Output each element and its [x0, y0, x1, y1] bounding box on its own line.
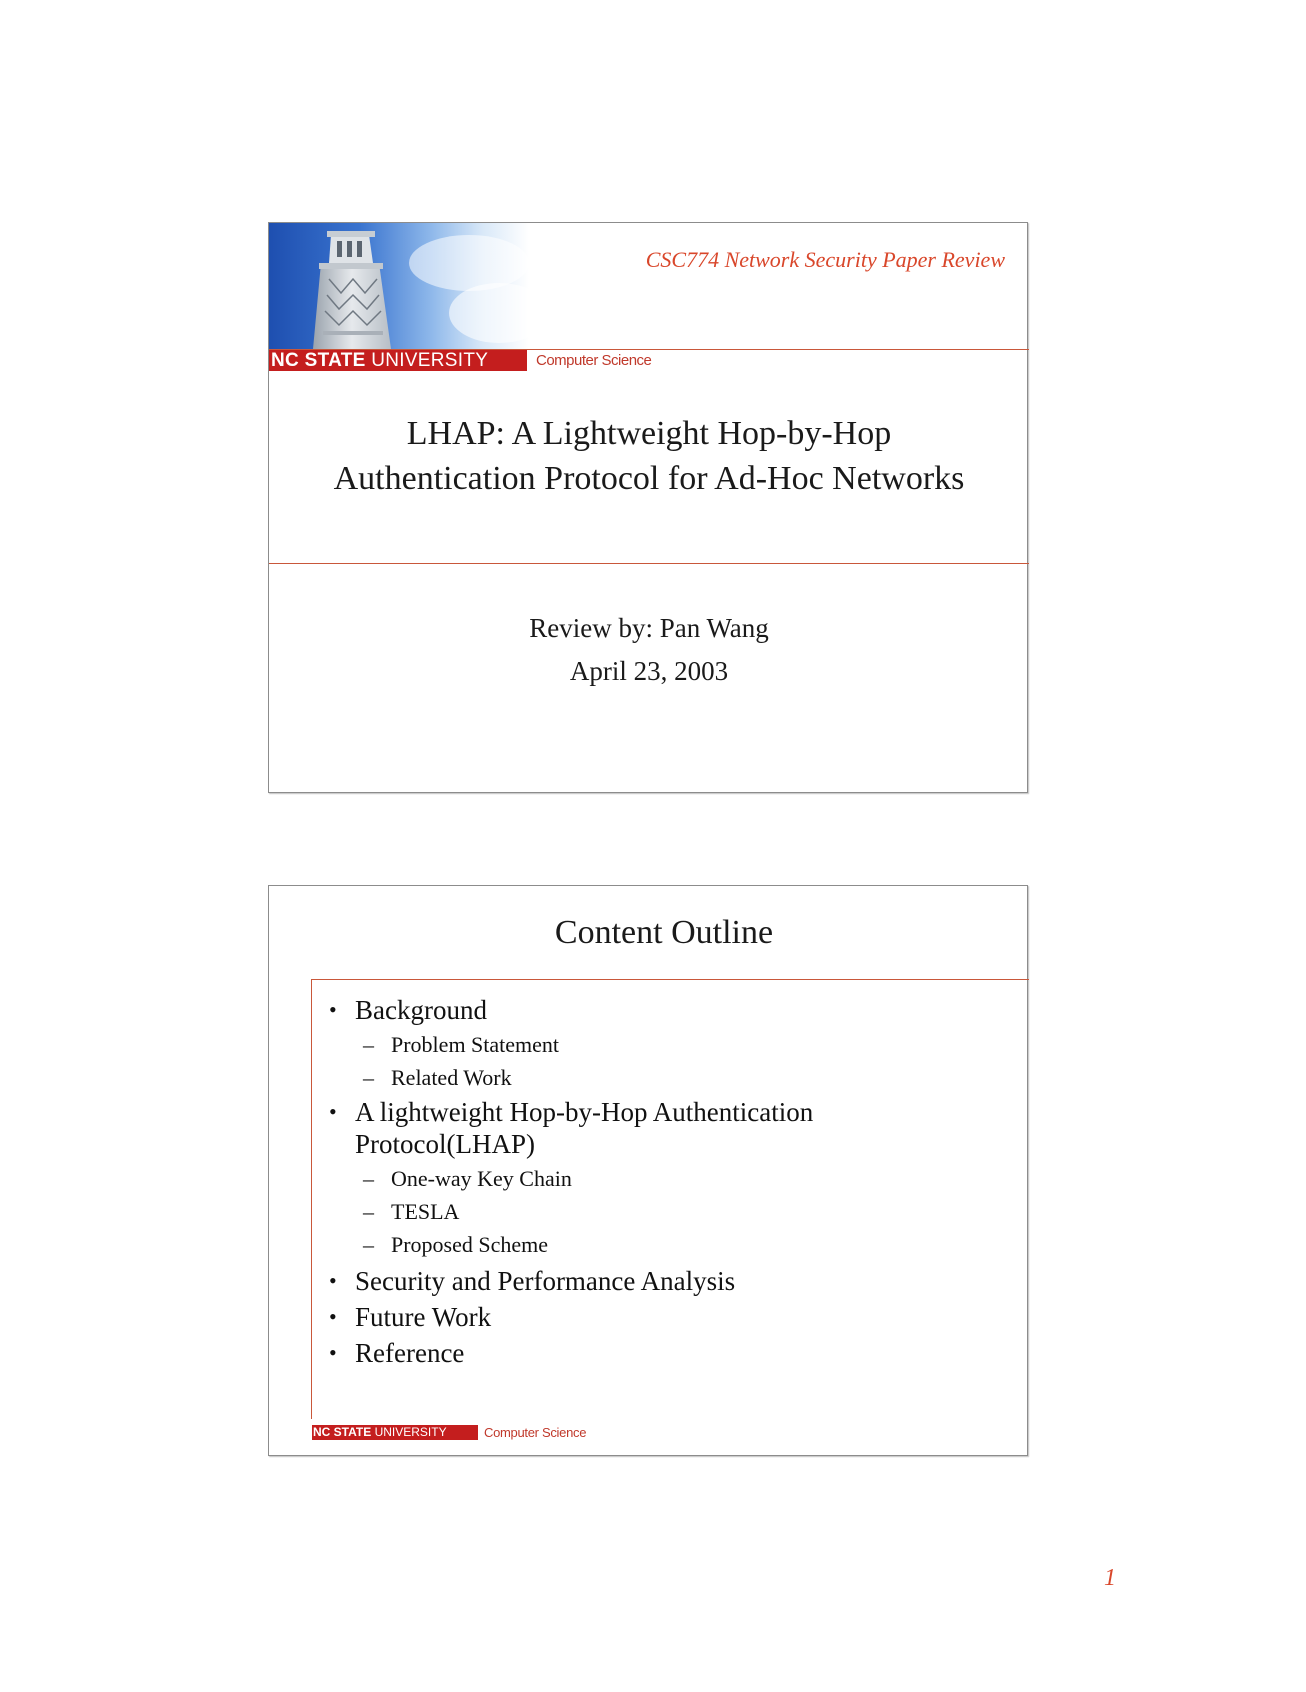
bullet-icon: •	[329, 1099, 337, 1124]
outline-item: • Security and Performance Analysis	[329, 1266, 736, 1296]
department-label: Computer Science	[536, 352, 652, 369]
outline-subitem: – Related Work	[363, 1065, 512, 1090]
bullet-icon: •	[329, 1340, 337, 1365]
bell-tower-photo	[269, 223, 529, 349]
ncsu-logo-bar	[269, 350, 527, 371]
title-line-1: LHAP: A Lightweight Hop-by-Hop	[406, 415, 892, 452]
title-line-2: Authentication Protocol for Ad-Hoc Networks	[333, 460, 965, 497]
outline-item: • A lightweight Hop-by-Hop Authentication Protocol(LHAP)	[329, 1097, 814, 1159]
title-underline	[311, 979, 1029, 980]
slide-title: Content Outline	[554, 914, 774, 951]
outline-item: • Reference	[329, 1338, 465, 1368]
slide-banner	[269, 223, 1029, 349]
dash-icon: –	[363, 1199, 374, 1224]
outline-subitem: – Problem Statement	[363, 1032, 560, 1057]
ncsu-logo-thin: UNIVERSITY	[374, 1425, 447, 1439]
outline-subitem: – TESLA	[363, 1199, 460, 1224]
outline-subitem: – One-way Key Chain	[363, 1166, 572, 1191]
ncsu-logo-bar	[312, 1425, 478, 1440]
review-date: April 23, 2003	[569, 656, 729, 686]
outline-list	[327, 994, 1007, 1373]
outline-slide	[268, 885, 1028, 1456]
page-number: 1	[1104, 1565, 1116, 1591]
presentation-title	[269, 411, 1029, 501]
title-slide	[268, 222, 1028, 793]
outline-item: • Background	[329, 995, 487, 1025]
course-title: CSC774 Network Security Paper Review	[645, 247, 1005, 272]
title-divider	[269, 563, 1029, 564]
reviewer-line: Review by: Pan Wang	[529, 613, 769, 643]
dash-icon: –	[363, 1032, 374, 1057]
dash-icon: –	[363, 1166, 374, 1191]
ncsu-logo-thin: UNIVERSITY	[371, 350, 489, 371]
outline-item: • Future Work	[329, 1302, 492, 1332]
content-left-rule	[311, 979, 312, 1419]
ncsu-logo-bold: NC STATE	[313, 1425, 372, 1439]
bullet-icon: •	[329, 1304, 337, 1329]
ncsu-logo-bold: NC STATE	[271, 350, 366, 371]
bell-tower-icon	[269, 223, 529, 349]
dash-icon: –	[363, 1065, 374, 1090]
department-label: Computer Science	[484, 1425, 587, 1440]
bullet-icon: •	[329, 1268, 337, 1293]
outline-subitem: – Proposed Scheme	[363, 1232, 549, 1257]
dash-icon: –	[363, 1232, 374, 1257]
bullet-icon: •	[329, 997, 337, 1022]
